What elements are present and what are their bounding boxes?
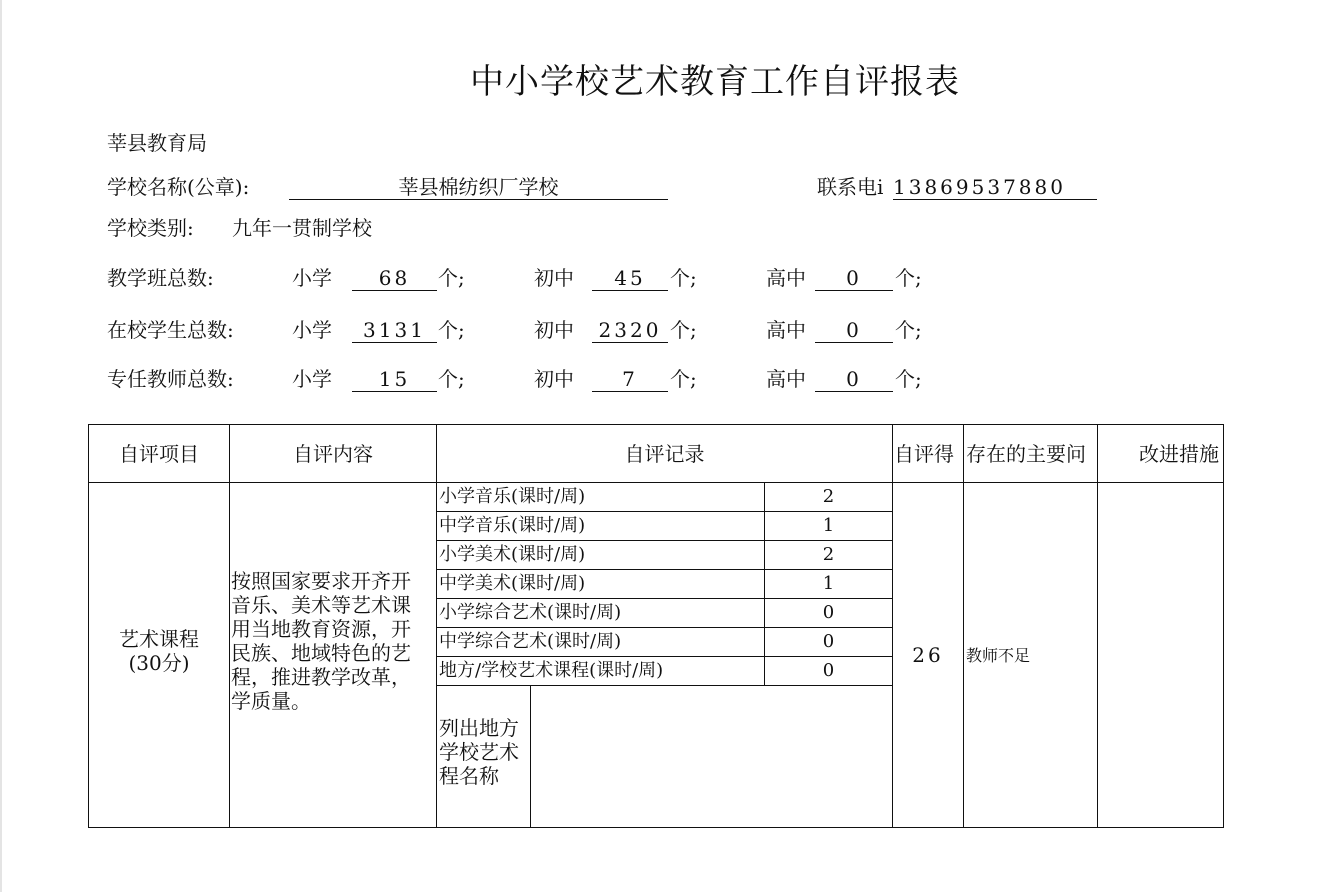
stat-value-high: 0: [815, 367, 893, 392]
stat-value-primary: 68: [352, 266, 437, 291]
record-row-value: 1: [822, 573, 835, 594]
local-course-line: 列出地方: [439, 716, 519, 740]
stat-term-middle: 初中: [534, 318, 574, 342]
stat-unit: 个;: [895, 367, 922, 391]
stat-term-high: 高中: [766, 266, 806, 290]
stat-label: 教学班总数:: [107, 266, 214, 290]
stat-term-high: 高中: [766, 318, 806, 342]
stat-value-primary: 3131: [352, 318, 437, 343]
page-title: 中小学校艺术教育工作自评报表: [470, 62, 960, 102]
record-row-label: 中学音乐(课时/周): [439, 515, 586, 536]
table-divider: [437, 685, 893, 686]
phone-label: 联系电i: [817, 175, 884, 199]
school-name-label: 学校名称(公章):: [107, 175, 250, 199]
record-row-value: 0: [822, 660, 835, 681]
score-value: 26: [912, 643, 944, 667]
record-row-label: 地方/学校艺术课程(课时/周): [439, 660, 664, 681]
stat-value-middle: 7: [592, 367, 668, 392]
content-line: 学质量。: [231, 689, 311, 713]
table-divider: [892, 425, 893, 827]
table-divider: [229, 425, 230, 827]
stat-term-high: 高中: [766, 367, 806, 391]
authority-label: 莘县教育局: [107, 131, 207, 155]
table-divider: [963, 425, 964, 827]
table-divider: [1097, 425, 1098, 827]
stat-unit: 个;: [438, 318, 465, 342]
stat-unit: 个;: [438, 266, 465, 290]
header-item: 自评项目: [119, 442, 199, 466]
stat-term-primary: 小学: [292, 266, 332, 290]
content-cell: [231, 569, 436, 713]
stat-unit: 个;: [895, 266, 922, 290]
header-measures: 改进措施: [1139, 442, 1219, 466]
stat-term-primary: 小学: [292, 367, 332, 391]
record-row-value: 0: [822, 602, 835, 623]
stat-unit: 个;: [670, 266, 697, 290]
school-name-field: 莘县棉纺织厂学校: [289, 175, 668, 200]
stat-label: 在校学生总数:: [107, 318, 234, 342]
content-line: 音乐、美术等艺术课: [231, 593, 411, 617]
stat-value-high: 0: [815, 318, 893, 343]
item-line: (30分): [128, 651, 190, 675]
record-row-label: 小学美术(课时/周): [439, 544, 586, 565]
stat-term-middle: 初中: [534, 367, 574, 391]
stat-term-primary: 小学: [292, 318, 332, 342]
stat-value-primary: 15: [352, 367, 437, 392]
evaluation-table: [88, 424, 1224, 828]
stat-term-middle: 初中: [534, 266, 574, 290]
local-course-line: 程名称: [439, 764, 499, 788]
record-row-value: 0: [822, 631, 835, 652]
record-row-label: 中学美术(课时/周): [439, 573, 586, 594]
school-type-label: 学校类别:: [107, 216, 194, 240]
table-divider: [530, 685, 531, 827]
phone-field: 13869537880: [893, 175, 1097, 200]
record-row-label: 中学综合艺术(课时/周): [439, 631, 622, 652]
header-record: 自评记录: [624, 442, 705, 466]
stat-value-high: 0: [815, 266, 893, 291]
record-row-label: 小学音乐(课时/周): [439, 486, 586, 507]
record-row-value: 2: [822, 544, 835, 565]
page-edge: [0, 0, 2, 892]
item-cell: [89, 627, 229, 675]
stat-unit: 个;: [438, 367, 465, 391]
problems-value: 教师不足: [966, 646, 1031, 665]
header-problems: 存在的主要问: [966, 442, 1086, 466]
local-course-line: 学校艺术: [439, 740, 519, 764]
content-line: 民族、地域特色的艺: [231, 641, 411, 665]
content-line: 程，推进教学改革，: [231, 665, 411, 689]
local-course-label: [439, 716, 529, 788]
stat-label: 专任教师总数:: [107, 367, 234, 391]
record-row-value: 1: [822, 515, 835, 536]
stat-value-middle: 2320: [592, 318, 668, 343]
stat-unit: 个;: [670, 318, 697, 342]
header-score: 自评得: [894, 442, 954, 466]
header-content: 自评内容: [293, 442, 373, 466]
record-row-label: 小学综合艺术(课时/周): [439, 602, 622, 623]
item-line: 艺术课程: [119, 627, 199, 651]
record-row-value: 2: [822, 486, 835, 507]
table-divider: [436, 425, 437, 827]
stat-value-middle: 45: [592, 266, 668, 291]
stat-unit: 个;: [670, 367, 697, 391]
school-type-value: 九年一贯制学校: [232, 216, 372, 240]
content-line: 按照国家要求开齐开: [231, 569, 411, 593]
stat-unit: 个;: [895, 318, 922, 342]
content-line: 用当地教育资源，开: [231, 617, 411, 641]
